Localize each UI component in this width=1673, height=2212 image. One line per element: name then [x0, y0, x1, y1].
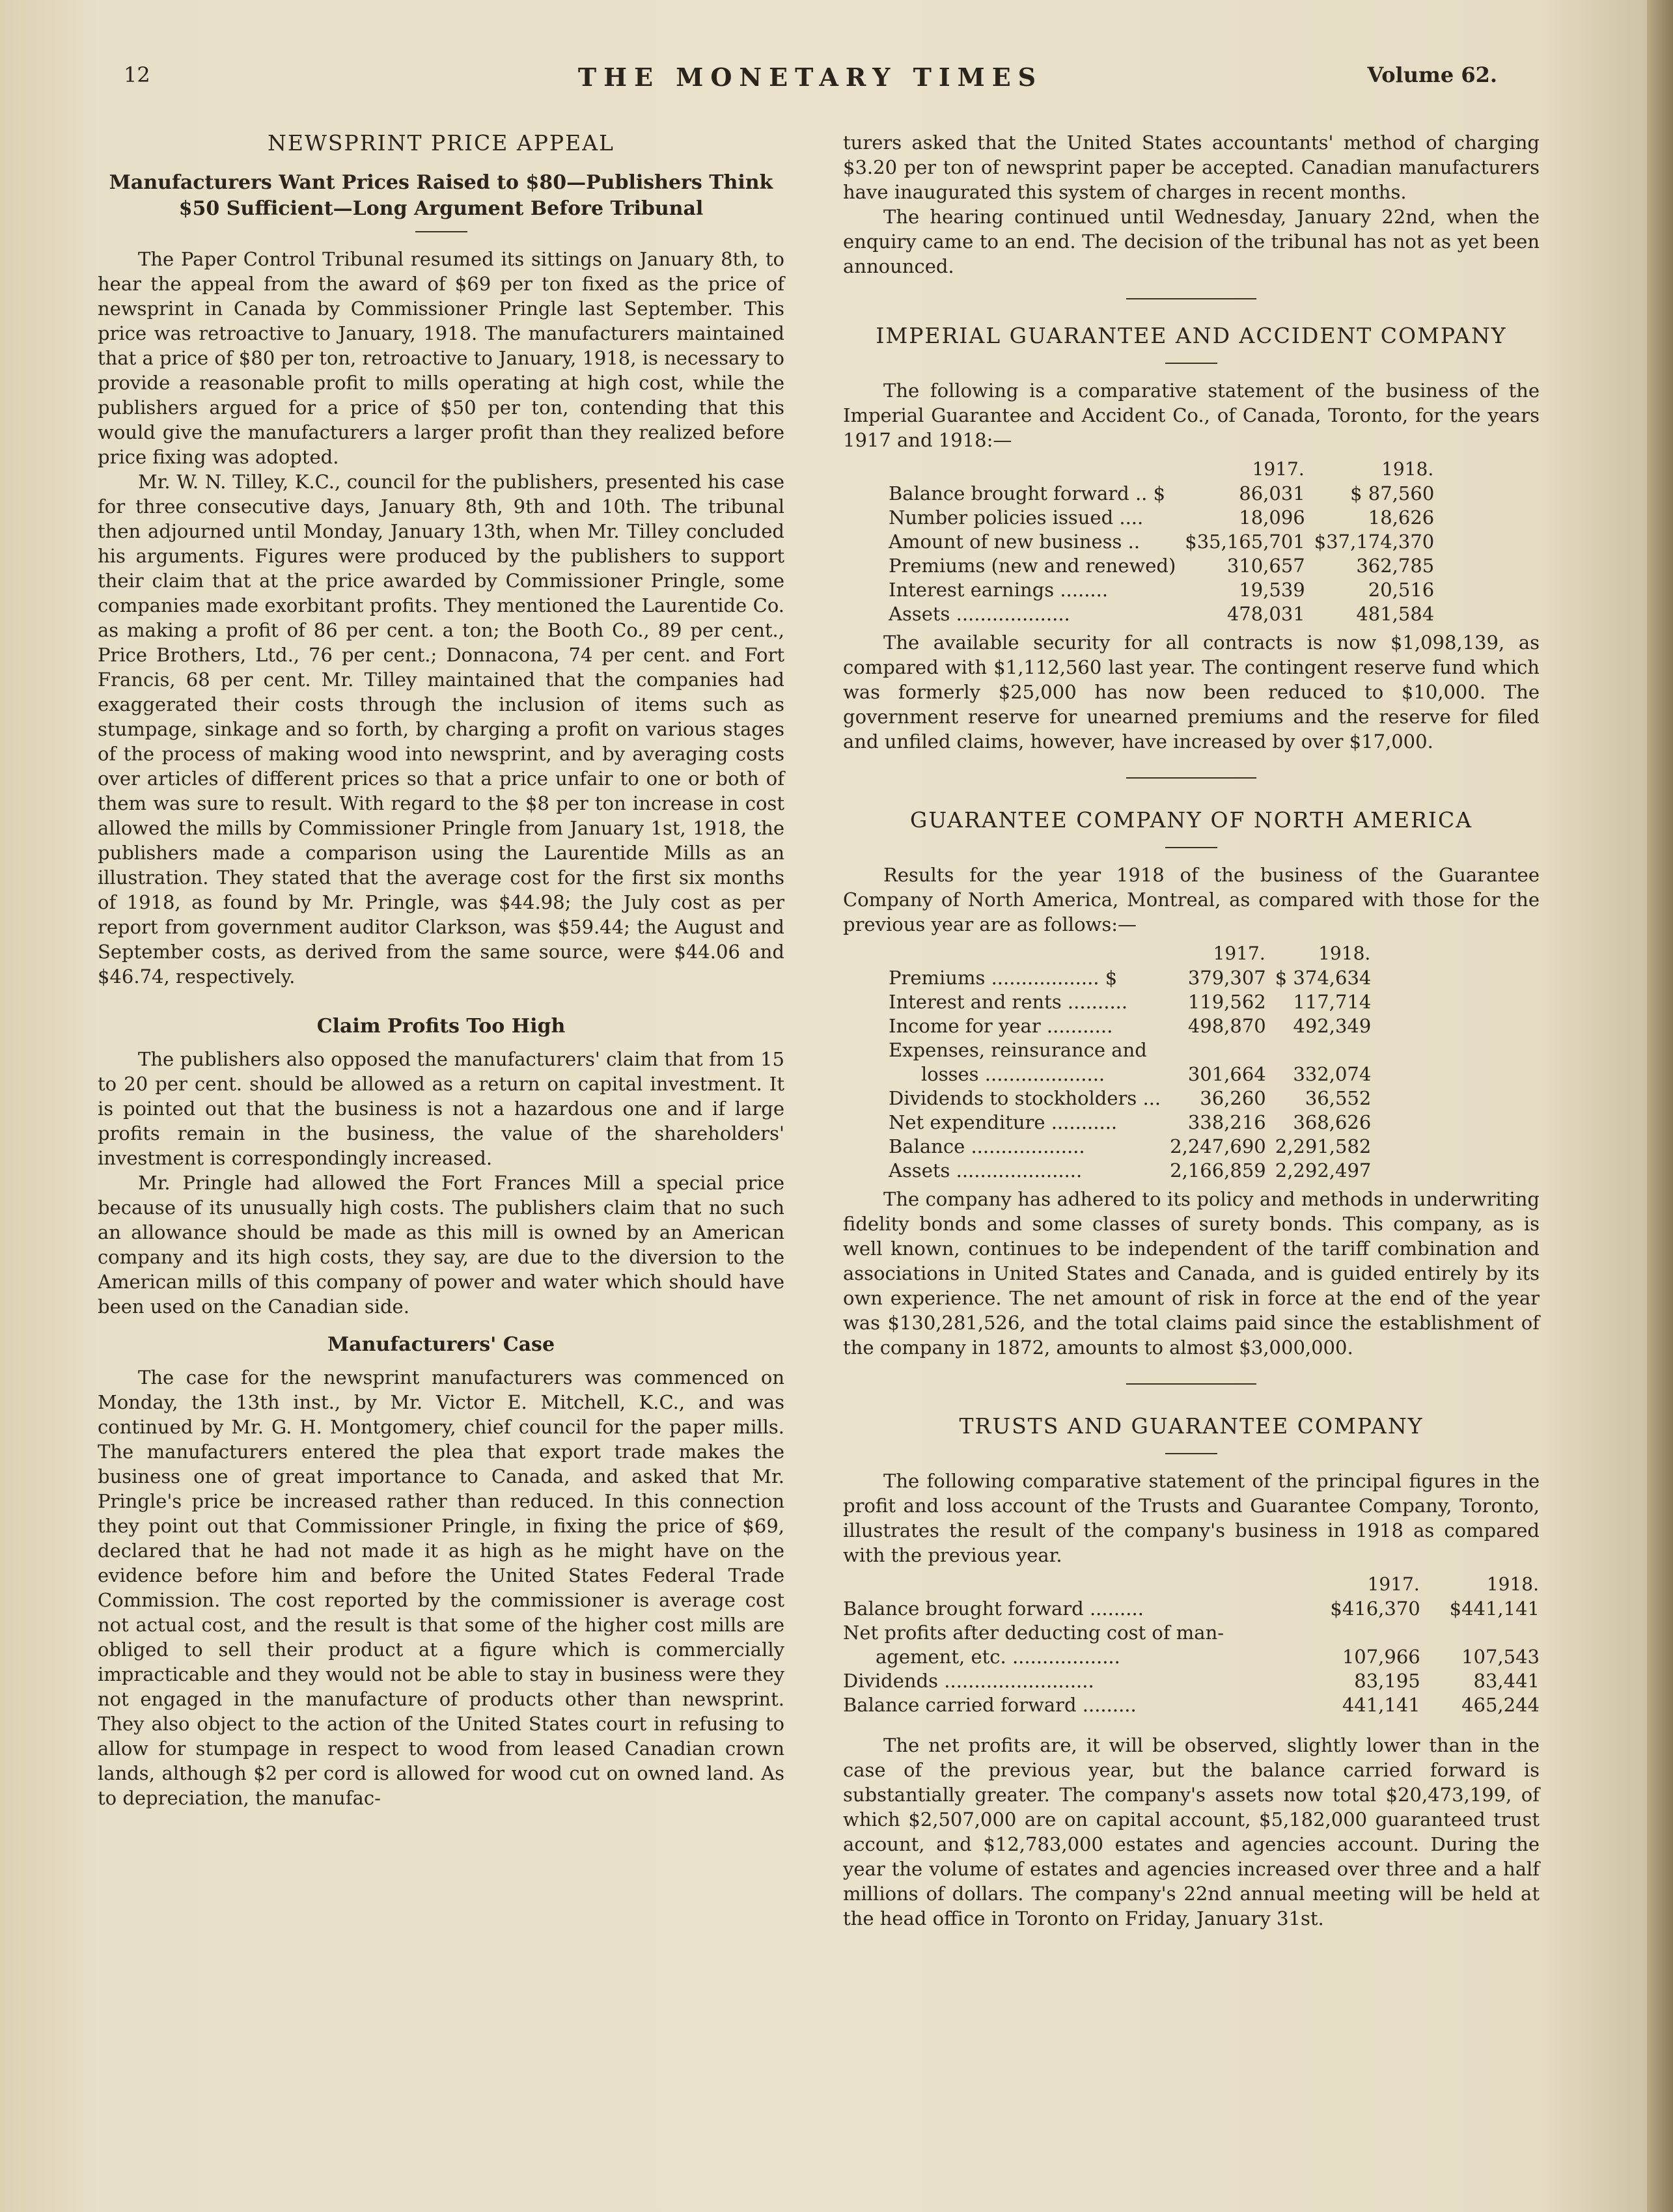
- table-cell-value: [1420, 1621, 1540, 1645]
- table-row: [843, 1621, 1540, 1645]
- table-cell-label: Assets .....................: [889, 1159, 1083, 1182]
- column-header: 1917.: [1252, 458, 1305, 480]
- table-cell-value: 379,307: [1187, 967, 1266, 989]
- table-row: [889, 530, 1434, 554]
- paragraph: The company has adhered to its policy and methods in underwriting fidelity bonds and some classes of surety bonds. This company, as is well known, continues to be independent of the tariff combination and associations in United States and Canada, and is guided entirely by its own experience. The net amount of risk in force at the end of the year was $130,281,526, and the total claims paid since the establishment of the company in 1872, amounts to almost $3,000,000.: [843, 1188, 1540, 1359]
- table-cell-value: [1161, 1038, 1266, 1062]
- table-row: [889, 578, 1434, 602]
- table-cell-value: 36,552: [1305, 1087, 1372, 1109]
- table-row: [889, 1062, 1371, 1086]
- table-cell-value: [1301, 1621, 1420, 1645]
- table-cell-value: 492,349: [1293, 1015, 1372, 1037]
- table-cell-value: 498,870: [1187, 1015, 1266, 1037]
- table-cell-value: 368,626: [1293, 1111, 1372, 1133]
- table-row: [889, 1111, 1371, 1135]
- table-cell-value: 2,247,690: [1170, 1135, 1266, 1157]
- table-cell-value: 36,260: [1200, 1087, 1266, 1109]
- paragraph: The available security for all contracts is now $1,098,139, as compared with $1,112,560 last year. The contingent reserve fund which was formerly $25,000 has now been reduced to $10,000. The government reserve for unearned premiums and the reserve for filed and unfiled claims, however, have increased by over $17,000.: [843, 631, 1540, 753]
- table-cell-value: [1266, 1038, 1372, 1062]
- table-cell-label: Dividends .........................: [843, 1670, 1094, 1692]
- page-header: [124, 62, 1497, 95]
- table-row: [889, 482, 1434, 506]
- table-cell-label: Balance brought forward .. $: [889, 482, 1166, 505]
- table-cell-label: Interest earnings ........: [889, 579, 1109, 601]
- paragraph: The hearing continued until Wednesday, January 22nd, when the enquiry came to an end. The decision of the tribunal has not as yet been announced.: [843, 206, 1540, 277]
- table-cell-value: 86,031: [1239, 482, 1305, 505]
- table-cell-label: losses ....................: [921, 1063, 1105, 1085]
- table-cell-label: Balance carried forward .........: [843, 1694, 1137, 1716]
- table-cell-label: agement, etc. ..................: [876, 1646, 1120, 1668]
- section-heading: Claim Profits Too High: [316, 1015, 566, 1038]
- section-separator: [1126, 777, 1256, 779]
- table-row: [889, 990, 1371, 1014]
- article-title: NEWSPRINT PRICE APPEAL: [268, 130, 615, 156]
- table-cell-label: Dividends to stockholders ...: [889, 1087, 1161, 1109]
- section-title: IMPERIAL GUARANTEE AND ACCIDENT COMPANY: [876, 323, 1507, 348]
- table-header-row: [889, 456, 1434, 482]
- paragraph: The publishers also opposed the manufacturers' claim that from 15 to 20 per cent. should be allowed as a return on capital investment. It is pointed out that the business is not a hazardous one and if large profits remain in the business, the value of the shareholders' investment is correspondingly increased.: [98, 1048, 784, 1169]
- title-rule: [1165, 1453, 1217, 1454]
- page-number: 12: [124, 62, 150, 87]
- table-cell-value: 107,966: [1342, 1646, 1420, 1668]
- financial-table: [889, 456, 1434, 626]
- table-cell-value: 310,657: [1226, 555, 1305, 577]
- table-cell-value: 83,441: [1473, 1670, 1540, 1692]
- table-header-row: [889, 941, 1371, 966]
- table-cell-value: 107,543: [1461, 1646, 1540, 1668]
- table-cell-value: $37,174,370: [1314, 531, 1435, 553]
- table-row: [889, 1086, 1371, 1111]
- table-cell-label: Expenses, reinsurance and: [889, 1039, 1147, 1061]
- table-cell-value: $ 87,560: [1350, 482, 1435, 505]
- section-title: TRUSTS AND GUARANTEE COMPANY: [959, 1413, 1424, 1439]
- table-cell-label: Assets ...................: [889, 603, 1070, 625]
- table-row: [889, 1159, 1371, 1183]
- table-cell-label: Interest and rents ..........: [889, 991, 1128, 1013]
- column-header: 1918.: [1381, 458, 1434, 480]
- table-cell-label: Premiums .................. $: [889, 967, 1118, 989]
- table-cell-label: Premiums (new and renewed): [889, 555, 1176, 577]
- table-cell-value: 18,626: [1368, 506, 1435, 529]
- column-header: 1918.: [1486, 1573, 1539, 1595]
- table-cell-value: 18,096: [1239, 506, 1305, 529]
- table-row: [843, 1645, 1540, 1669]
- paragraph: The net profits are, it will be observed, slightly lower than in the case of the previous year, but the balance carried forward is substantially greater. The company's assets now total $20,473,199, of which $2,507,000 are on capital account, $5,182,000 guaranteed trust account, and $12,783,000 estates and agencies account. During the year the volume of estates and agencies increased over three and a half millions of dollars. The company's 22nd annual meeting will be held at the head office in Toronto on Friday, January 31st.: [843, 1734, 1540, 1929]
- table-cell-value: 465,244: [1461, 1694, 1540, 1716]
- paragraph: The Paper Control Tribunal resumed its sittings on January 8th, to hear the appeal from the award of $69 per ton fixed as the price of newsprint in Canada by Commissioner Pringle last September. This price was retroactive to January, 1918. The manufacturers maintained that a price of $80 per ton, retroactive to January, 1918, is necessary to provide a reasonable profit to mills operating at high cost, while the publishers argued for a price of $50 per ton, contending that this would give the manufacturers a larger profit than they realized before price fixing was adopted.: [98, 248, 784, 468]
- table-cell-label: Number policies issued ....: [889, 506, 1144, 529]
- table-row: [889, 1038, 1371, 1062]
- title-rule: [1165, 847, 1217, 848]
- section-separator: [1126, 298, 1256, 299]
- paragraph: The following is a comparative statement of the business of the Imperial Guarantee and Accident Co., of Canada, Toronto, for the years 1917 and 1918:—: [843, 380, 1540, 451]
- table-row: [889, 602, 1434, 626]
- table-cell-value: $441,141: [1449, 1597, 1540, 1620]
- table-row: [889, 506, 1434, 530]
- table-cell-value: 338,216: [1187, 1111, 1266, 1133]
- table-cell-label: Income for year ...........: [889, 1015, 1113, 1037]
- table-cell-value: 2,291,582: [1275, 1135, 1372, 1157]
- table-cell-value: 19,539: [1239, 579, 1305, 601]
- paragraph: turers asked that the United States accountants' method of charging $3.20 per ton of newsprint paper be accepted. Canadian manufacturers have inaugurated this system of charges in recent months.: [843, 131, 1540, 203]
- title-rule: [1165, 363, 1217, 364]
- paragraph: The following comparative statement of the principal figures in the profit and loss account of the Trusts and Guarantee Company, Toronto, illustrates the result of the company's business in 1918 as compared with the previous year.: [843, 1470, 1540, 1566]
- financial-table: [843, 1571, 1540, 1717]
- column-header: 1918.: [1318, 943, 1371, 964]
- table-row: [889, 554, 1434, 578]
- table-cell-label: Balance ...................: [889, 1135, 1085, 1157]
- table-cell-value: $35,165,701: [1185, 531, 1305, 553]
- table-row: [889, 966, 1371, 990]
- left-column: [98, 130, 784, 1810]
- section-separator: [1126, 1383, 1256, 1385]
- table-cell-value: 301,664: [1187, 1063, 1266, 1085]
- paragraph: Mr. W. N. Tilley, K.C., council for the publishers, presented his case for three consecutive days, January 8th, 9th and 10th. The tribunal then adjourned until Monday, January 13th, when Mr. Tilley concluded his arguments. Figures were produced by the publishers to support their claim that at the price awarded by Commissioner Pringle, some companies made exorbitant profits. They mentioned the Laurentide Co. as making a profit of 86 per cent. a ton; the Booth Co., 89 per cent., Price Brothers, Ltd., 76 per cent.; Donnacona, 74 per cent. and Fort Francis, 68 per cent. Mr. Tilley maintained that the companies had exaggerated their costs through the inclusion of items such as stumpage, sinkage and so forth, by charging a profit on various stages of the process of making wood into newsprint, and by averaging costs over articles of different prices so that a price unfair to one or both of them was sure to result. With regard to the $8 per ton increase in cost allowed the mills by Commissioner Pringle from January 1st, 1918, the publishers made a comparison using the Laurentide Mills as an illustration. They stated that the average cost for the first six months of 1918, as found by Mr. Pringle, was $44.98; the July cost as per report from government auditor Clarkson, was $59.44; the August and September costs, as derived from the same source, were $44.06 and $46.74, respectively.: [98, 471, 784, 988]
- table-cell-value: 332,074: [1293, 1063, 1372, 1085]
- table-cell-value: 83,195: [1354, 1670, 1420, 1692]
- journal-title: THE MONETARY TIMES: [577, 62, 1044, 92]
- table-cell-value: 20,516: [1368, 579, 1435, 601]
- table-cell-value: 362,785: [1356, 555, 1435, 577]
- table-cell-value: $416,370: [1330, 1597, 1420, 1620]
- table-row: [843, 1597, 1540, 1621]
- article-subtitle: Manufacturers Want Prices Raised to $80—Publishers Think $50 Sufficient—Long Argument Before Tribunal: [109, 171, 773, 220]
- table-row: [889, 1135, 1371, 1159]
- title-rule: [415, 231, 467, 232]
- table-cell-value: 2,292,497: [1275, 1159, 1372, 1182]
- table-cell-label: Net expenditure ...........: [889, 1111, 1118, 1133]
- table-cell-value: 478,031: [1226, 603, 1305, 625]
- paragraph: Results for the year 1918 of the business of the Guarantee Company of North America, Montreal, as compared with those for the previous year are as follows:—: [843, 864, 1540, 935]
- financial-table: [889, 941, 1371, 1183]
- volume-label: Volume 62.: [1367, 62, 1497, 87]
- column-header: 1917.: [1213, 943, 1265, 964]
- table-cell-label: Amount of new business ..: [889, 531, 1141, 553]
- section-title: GUARANTEE COMPANY OF NORTH AMERICA: [909, 807, 1473, 833]
- right-column: [843, 130, 1540, 1931]
- table-cell-value: $ 374,634: [1275, 967, 1372, 989]
- table-cell-label: Net profits after deducting cost of man-: [843, 1622, 1224, 1644]
- table-row: [843, 1669, 1540, 1693]
- table-cell-value: 117,714: [1293, 991, 1372, 1013]
- table-cell-label: Balance brought forward .........: [843, 1597, 1144, 1620]
- paragraph: The case for the newsprint manufacturers was commenced on Monday, the 13th inst., by Mr. Victor E. Mitchell, K.C., and was continued by Mr. G. H. Montgomery, chief council for the paper mills. The manufacturers entered the plea that export trade makes the business one of great importance to Canada, and asked that Mr. Pringle's price be increased rather than reduced. In this connection they point out that Commissioner Pringle, in fixing the price of $69, declared that he had not made it as high as he might have on the evidence before him and before the United States Federal Trade Commission. The cost reported by the commissioner is average cost not actual cost, and the result is that some of the higher cost mills are obliged to sell their product at a figure which is commercially impracticable and they would not be able to stay in business were they not engaged in the manufacture of products other than newsprint. They also object to the action of the United States court in refusing to allow for stumpage in respect to wood from leased Canadian crown lands, although $2 per cord is allowed for wood cut on owned land. As to depreciation, the manufac-: [98, 1366, 784, 1809]
- table-cell-value: 119,562: [1187, 991, 1266, 1013]
- table-cell-value: 2,166,859: [1170, 1159, 1266, 1182]
- section-heading: Manufacturers' Case: [327, 1333, 555, 1356]
- table-row: [889, 1014, 1371, 1038]
- paragraph: Mr. Pringle had allowed the Fort Frances Mill a special price because of its unusually high costs. The publishers claim that no such an allowance should be made as this mill is owned by an American company and its high costs, they say, are due to the diversion to the American mills of this company of power and water which should have been used on the Canadian side.: [98, 1172, 784, 1318]
- table-cell-value: 441,141: [1342, 1694, 1420, 1716]
- page-edge: [1647, 0, 1673, 2212]
- column-header: 1917.: [1367, 1573, 1420, 1595]
- table-row: [843, 1693, 1540, 1717]
- table-cell-value: 481,584: [1356, 603, 1435, 625]
- table-header-row: [843, 1571, 1540, 1597]
